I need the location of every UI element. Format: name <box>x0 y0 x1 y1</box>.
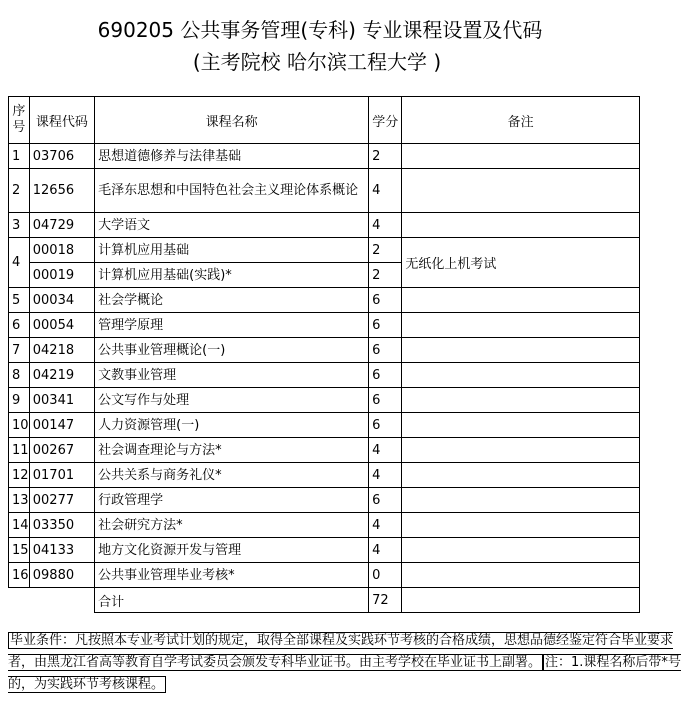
table-row <box>9 363 640 388</box>
cell-code: 04218 <box>29 338 94 363</box>
cell-credit: 4 <box>369 513 402 538</box>
cell-credit: 6 <box>369 388 402 413</box>
cell-credit: 4 <box>369 213 402 238</box>
cell-note <box>402 513 640 538</box>
cell-code: 00341 <box>29 388 94 413</box>
page-subtitle: (主考院校 哈尔滨工程大学 ) <box>192 50 442 74</box>
cell-name: 公共关系与商务礼仪* <box>95 463 369 488</box>
cell-name: 社会调查理论与方法* <box>95 438 369 463</box>
cell-name: 管理学原理 <box>95 313 369 338</box>
cell-seq: 10 <box>9 413 30 438</box>
cell-name: 思想道德修养与法律基础 <box>95 144 369 169</box>
cell-code: 00054 <box>29 313 94 338</box>
cell-name: 公文写作与处理 <box>95 388 369 413</box>
total-label: 合计 <box>95 588 369 613</box>
cell-credit: 2 <box>369 144 402 169</box>
cell-note <box>402 288 640 313</box>
cell-note <box>402 313 640 338</box>
cell-seq: 8 <box>9 363 30 388</box>
header-name: 课程名称 <box>95 97 369 144</box>
cell-seq: 2 <box>9 169 30 213</box>
cell-name: 人力资源管理(一) <box>95 413 369 438</box>
cell-credit: 4 <box>369 169 402 213</box>
cell-name: 毛泽东思想和中国特色社会主义理论体系概论 <box>95 169 369 213</box>
header-credit: 学分 <box>369 97 402 144</box>
cell-name: 社会研究方法* <box>95 513 369 538</box>
cell-seq: 11 <box>9 438 30 463</box>
header-note: 备注 <box>402 97 640 144</box>
cell-code: 04729 <box>29 213 94 238</box>
cell-name: 社会学概论 <box>95 288 369 313</box>
table-row <box>9 388 640 413</box>
cell-credit: 2 <box>369 263 402 288</box>
cell-code: 00267 <box>29 438 94 463</box>
cell-seq: 15 <box>9 538 30 563</box>
cell-code: 00277 <box>29 488 94 513</box>
cell-code: 01701 <box>29 463 94 488</box>
cell-note <box>402 363 640 388</box>
graduation-conditions: 毕业条件：凡按照本专业考试计划的规定，取得全部课程及实践环节考核的合格成绩，思想品德经鉴定符合毕业要求者，由黑龙江省高等教育自学考试委员会颁发专科毕业证书。由主考学校在毕业证书上副署。 <box>8 633 674 670</box>
cell-seq: 16 <box>9 563 30 588</box>
cell-name: 行政管理学 <box>95 488 369 513</box>
cell-credit: 6 <box>369 363 402 388</box>
cell-note-computer: 无纸化上机考试 <box>402 238 640 288</box>
table-row <box>9 238 640 263</box>
table-row <box>9 463 640 488</box>
cell-note <box>402 213 640 238</box>
cell-seq: 3 <box>9 213 30 238</box>
table-row <box>9 144 640 169</box>
cell-name: 计算机应用基础(实践)* <box>95 263 369 288</box>
cell-seq: 5 <box>9 288 30 313</box>
cell-credit: 4 <box>369 538 402 563</box>
table-row <box>9 488 640 513</box>
table-row <box>9 438 640 463</box>
cell-code: 09880 <box>29 563 94 588</box>
cell-note <box>402 144 640 169</box>
cell-seq: 4 <box>9 238 30 288</box>
cell-name: 计算机应用基础 <box>95 238 369 263</box>
cell-credit: 6 <box>369 288 402 313</box>
table-row <box>9 538 640 563</box>
cell-code: 03706 <box>29 144 94 169</box>
cell-code: 04133 <box>29 538 94 563</box>
cell-seq: 1 <box>9 144 30 169</box>
cell-credit: 0 <box>369 563 402 588</box>
table-row <box>9 169 640 213</box>
table-row <box>9 413 640 438</box>
practice-course-note: 注：1.课程名称后带*号的，为实践环节考核课程。 <box>8 655 681 692</box>
total-row <box>9 588 640 613</box>
cell-seq: 14 <box>9 513 30 538</box>
cell-seq: 12 <box>9 463 30 488</box>
table-header-row <box>9 97 640 144</box>
table-row <box>9 563 640 588</box>
cell-note <box>402 538 640 563</box>
cell-note <box>402 463 640 488</box>
cell-seq: 6 <box>9 313 30 338</box>
cell-name: 地方文化资源开发与管理 <box>95 538 369 563</box>
cell-credit: 6 <box>369 338 402 363</box>
table-row <box>9 288 640 313</box>
course-table <box>8 96 640 613</box>
table-row <box>9 513 640 538</box>
cell-note <box>402 588 640 613</box>
cell-credit: 6 <box>369 488 402 513</box>
cell-name: 大学语文 <box>95 213 369 238</box>
cell-credit: 4 <box>369 438 402 463</box>
cell-code: 04219 <box>29 363 94 388</box>
cell-note <box>402 338 640 363</box>
cell-name: 文教事业管理 <box>95 363 369 388</box>
total-credit: 72 <box>369 588 402 613</box>
cell-credit: 6 <box>369 413 402 438</box>
cell-seq: 7 <box>9 338 30 363</box>
cell-code: 03350 <box>29 513 94 538</box>
cell-note <box>402 563 640 588</box>
cell-credit: 4 <box>369 463 402 488</box>
cell-code: 00018 <box>29 238 94 263</box>
footer-notes <box>8 630 688 696</box>
cell-name: 公共事业管理毕业考核* <box>95 563 369 588</box>
cell-note <box>402 413 640 438</box>
cell-code: 00034 <box>29 288 94 313</box>
header-code: 课程代码 <box>29 97 94 144</box>
cell-credit: 6 <box>369 313 402 338</box>
cell-code: 00019 <box>29 263 94 288</box>
cell-seq: 13 <box>9 488 30 513</box>
cell-code: 12656 <box>29 169 94 213</box>
header-seq: 序号 <box>9 97 30 144</box>
page-title: 690205 公共事务管理(专科) 专业课程设置及代码 <box>97 18 543 42</box>
cell-code: 00147 <box>29 413 94 438</box>
cell-seq: 9 <box>9 388 30 413</box>
cell-name: 公共事业管理概论(一) <box>95 338 369 363</box>
table-row <box>9 213 640 238</box>
table-row <box>9 313 640 338</box>
table-row <box>9 338 640 363</box>
cell-note <box>402 388 640 413</box>
cell-note <box>402 488 640 513</box>
cell-note <box>402 438 640 463</box>
cell-credit: 2 <box>369 238 402 263</box>
cell-note <box>402 169 640 213</box>
